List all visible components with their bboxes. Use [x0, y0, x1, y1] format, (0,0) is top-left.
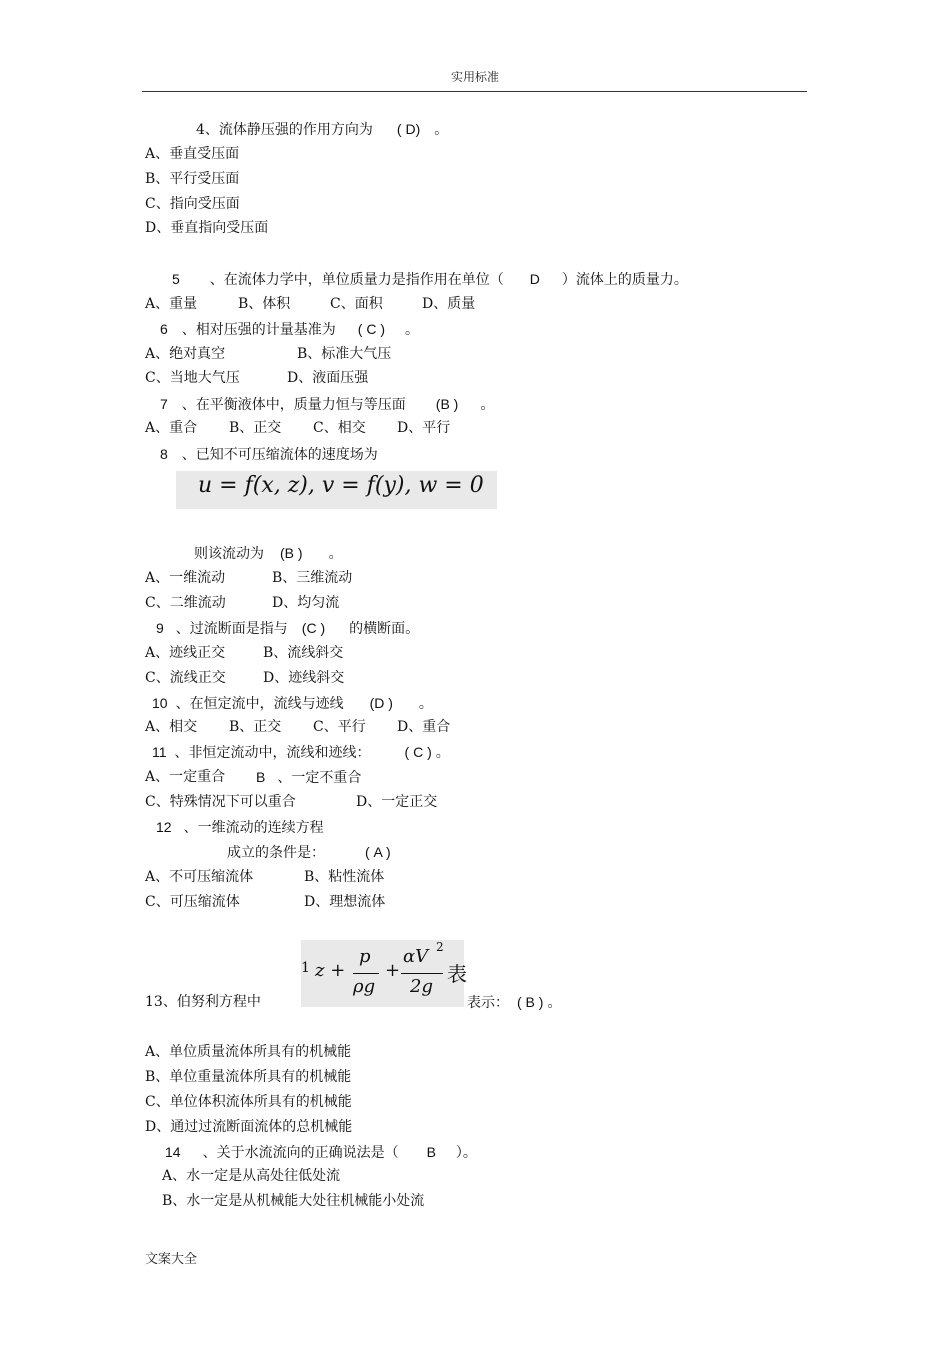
q11-stem-text: 、非恒定流动中，流线和迹线： — [174, 745, 371, 761]
q13-option-d: D、通过过流断面流体的总机械能 — [145, 1119, 353, 1135]
q14-option-a: A、水一定是从高处往低处流 — [162, 1168, 341, 1184]
q7-option-a: A、重合 — [145, 420, 198, 436]
q10-stem — [152, 694, 433, 713]
q13-formula-av2: αV — [403, 946, 429, 967]
q5-option-a: A、重量 — [145, 296, 198, 312]
q8-stem-text: 、已知不可压缩流体的速度场为 — [181, 447, 378, 463]
q13-option-c: C、单位体积流体所具有的机械能 — [145, 1094, 352, 1110]
q13-formula-z: z + — [315, 960, 346, 981]
q11-end: 。 — [435, 745, 450, 761]
q12-option-d: D、理想流体 — [304, 894, 386, 910]
q9-number: 9 — [156, 620, 164, 636]
q13-stem-prefix: 13、伯努利方程中 — [145, 994, 261, 1010]
q6-stem — [160, 320, 419, 339]
q7-answer: (B ) — [435, 396, 459, 412]
q4-option-b: B、平行受压面 — [145, 171, 240, 187]
q10-answer: (D ) — [369, 695, 393, 711]
q13-stem-suffix — [467, 993, 561, 1012]
q10-option-a: A、相交 — [145, 719, 198, 735]
q5-number: 5 — [172, 271, 180, 287]
q10-option-b: B、正交 — [229, 719, 282, 735]
q8-number: 8 — [160, 446, 168, 462]
q4-end: 。 — [434, 122, 449, 138]
q11-option-b — [256, 768, 361, 787]
q11-option-d: D、一定正交 — [356, 794, 438, 810]
q13-fraction-bar-2 — [401, 973, 443, 974]
q5-stem — [172, 270, 688, 289]
q13-answer: ( B ) — [517, 994, 544, 1010]
q14-stem-text: 、关于水流流向的正确说法是（ — [202, 1145, 399, 1161]
q7-option-c: C、相交 — [313, 420, 366, 436]
q8-end: 。 — [328, 546, 343, 562]
q10-option-c: C、平行 — [313, 719, 366, 735]
q9-option-b: B、流线斜交 — [263, 645, 344, 661]
q13-fraction-bar-1 — [353, 973, 379, 974]
q7-stem-text: 、在平衡液体中，质量力恒与等压面 — [181, 397, 406, 413]
q4-stem-text: 4、流体静压强的作用方向为 — [196, 122, 373, 138]
q11-option-b-text: 、一定不重合 — [277, 770, 362, 786]
q4-option-d: D、垂直指向受压面 — [145, 220, 269, 236]
q9-option-a: A、迹线正交 — [145, 645, 226, 661]
q5-stem-text: 、在流体力学中，单位质量力是指作用在单位（ — [209, 272, 504, 288]
page-header: 实用标准 — [450, 70, 499, 84]
q9-stem-suffix: 的横断面。 — [349, 621, 420, 637]
q8-option-c: C、二维流动 — [145, 595, 226, 611]
q13-option-a: A、单位质量流体所具有的机械能 — [145, 1044, 352, 1060]
q6-stem-text: 、相对压强的计量基准为 — [181, 322, 336, 338]
q12-stem-line2 — [227, 843, 391, 862]
header-rule — [142, 91, 807, 92]
q11-answer: ( C ) — [404, 744, 432, 760]
q7-option-d: D、平行 — [397, 420, 451, 436]
q13-formula-plus: + — [385, 960, 401, 981]
q5-option-b: B、体积 — [238, 296, 291, 312]
q13-formula-2g: 2g — [410, 976, 433, 997]
q7-number: 7 — [160, 396, 168, 412]
q12-condition-text: 成立的条件是： — [227, 845, 325, 861]
q5-option-c: C、面积 — [330, 296, 383, 312]
q12-stem-text: 、一维流动的连续方程 — [183, 820, 324, 836]
q10-stem-text: 、在恒定流中，流线与迹线 — [175, 696, 344, 712]
q12-option-c: C、可压缩流体 — [145, 894, 240, 910]
q11-stem — [152, 743, 450, 762]
q7-stem — [160, 395, 494, 414]
q8-follow — [194, 544, 343, 563]
q8-stem — [160, 445, 378, 464]
q8-formula-text: u = f(x, z), v = f(y), w = 0 — [198, 473, 484, 498]
q13-formula-edge-left: 1 — [301, 960, 310, 976]
q8-formula-image — [176, 471, 497, 509]
q13-end: 。 — [547, 995, 562, 1011]
q8-follow-text: 则该流动为 — [194, 546, 264, 562]
q4-stem — [196, 120, 448, 139]
q6-option-d: D、液面压强 — [287, 370, 369, 386]
q13-formula-edge-right: 表 — [447, 962, 467, 986]
q12-option-b: B、粘性流体 — [304, 869, 385, 885]
q12-answer: ( A ) — [365, 844, 391, 860]
q9-option-d: D、迹线斜交 — [263, 670, 345, 686]
q8-option-b: B、三维流动 — [272, 570, 353, 586]
q13-formula-image — [301, 940, 467, 1007]
q6-option-c: C、当地大气压 — [145, 370, 240, 386]
q8-option-a: A、一维流动 — [145, 570, 226, 586]
q12-stem — [156, 818, 324, 837]
q9-answer: (C ) — [301, 620, 326, 636]
q14-answer: B — [426, 1144, 436, 1160]
q4-answer: ( D) — [396, 121, 421, 137]
q6-option-a: A、绝对真空 — [145, 346, 226, 362]
q11-option-a: A、一定重合 — [145, 769, 226, 785]
q4-option-a: A、垂直受压面 — [145, 146, 240, 162]
q13-option-b: B、单位重量流体所具有的机械能 — [145, 1069, 352, 1085]
q12-number: 12 — [156, 819, 172, 835]
q4-option-c: C、指向受压面 — [145, 196, 240, 212]
q14-number: 14 — [165, 1144, 181, 1160]
q7-option-b: B、正交 — [229, 420, 282, 436]
q9-stem-text: 、过流断面是指与 — [175, 621, 288, 637]
q10-option-d: D、重合 — [397, 719, 451, 735]
q5-stem-suffix: ）流体上的质量力。 — [561, 272, 688, 288]
q14-stem-suffix: ）。 — [455, 1145, 477, 1161]
q10-end: 。 — [418, 696, 433, 712]
q14-stem — [165, 1143, 477, 1162]
q8-answer: (B ) — [280, 545, 303, 561]
q8-option-d: D、均匀流 — [272, 595, 340, 611]
q7-end: 。 — [480, 397, 495, 413]
q13-formula-sq: 2 — [436, 940, 444, 954]
q11-option-c: C、特殊情况下可以重合 — [145, 794, 296, 810]
page-footer: 文案大全 — [145, 1252, 198, 1267]
q5-option-d: D、质量 — [422, 296, 476, 312]
q14-option-b: B、水一定是从机械能大处往机械能小处流 — [162, 1193, 425, 1209]
q12-option-a: A、不可压缩流体 — [145, 869, 254, 885]
q9-stem — [156, 619, 419, 638]
q11-option-b-letter: B — [256, 769, 266, 785]
q6-number: 6 — [160, 321, 168, 337]
q13-suffix-text: 表示： — [467, 995, 509, 1011]
q5-answer: D — [529, 271, 540, 287]
q10-number: 10 — [152, 695, 168, 711]
q11-number: 11 — [152, 744, 167, 760]
q6-answer: ( C ) — [357, 321, 386, 337]
q9-option-c: C、流线正交 — [145, 670, 226, 686]
q6-option-b: B、标准大气压 — [297, 346, 392, 362]
q13-formula-p: p — [359, 946, 371, 967]
q13-formula-rhog: ρg — [353, 976, 376, 997]
q6-end: 。 — [405, 322, 420, 338]
